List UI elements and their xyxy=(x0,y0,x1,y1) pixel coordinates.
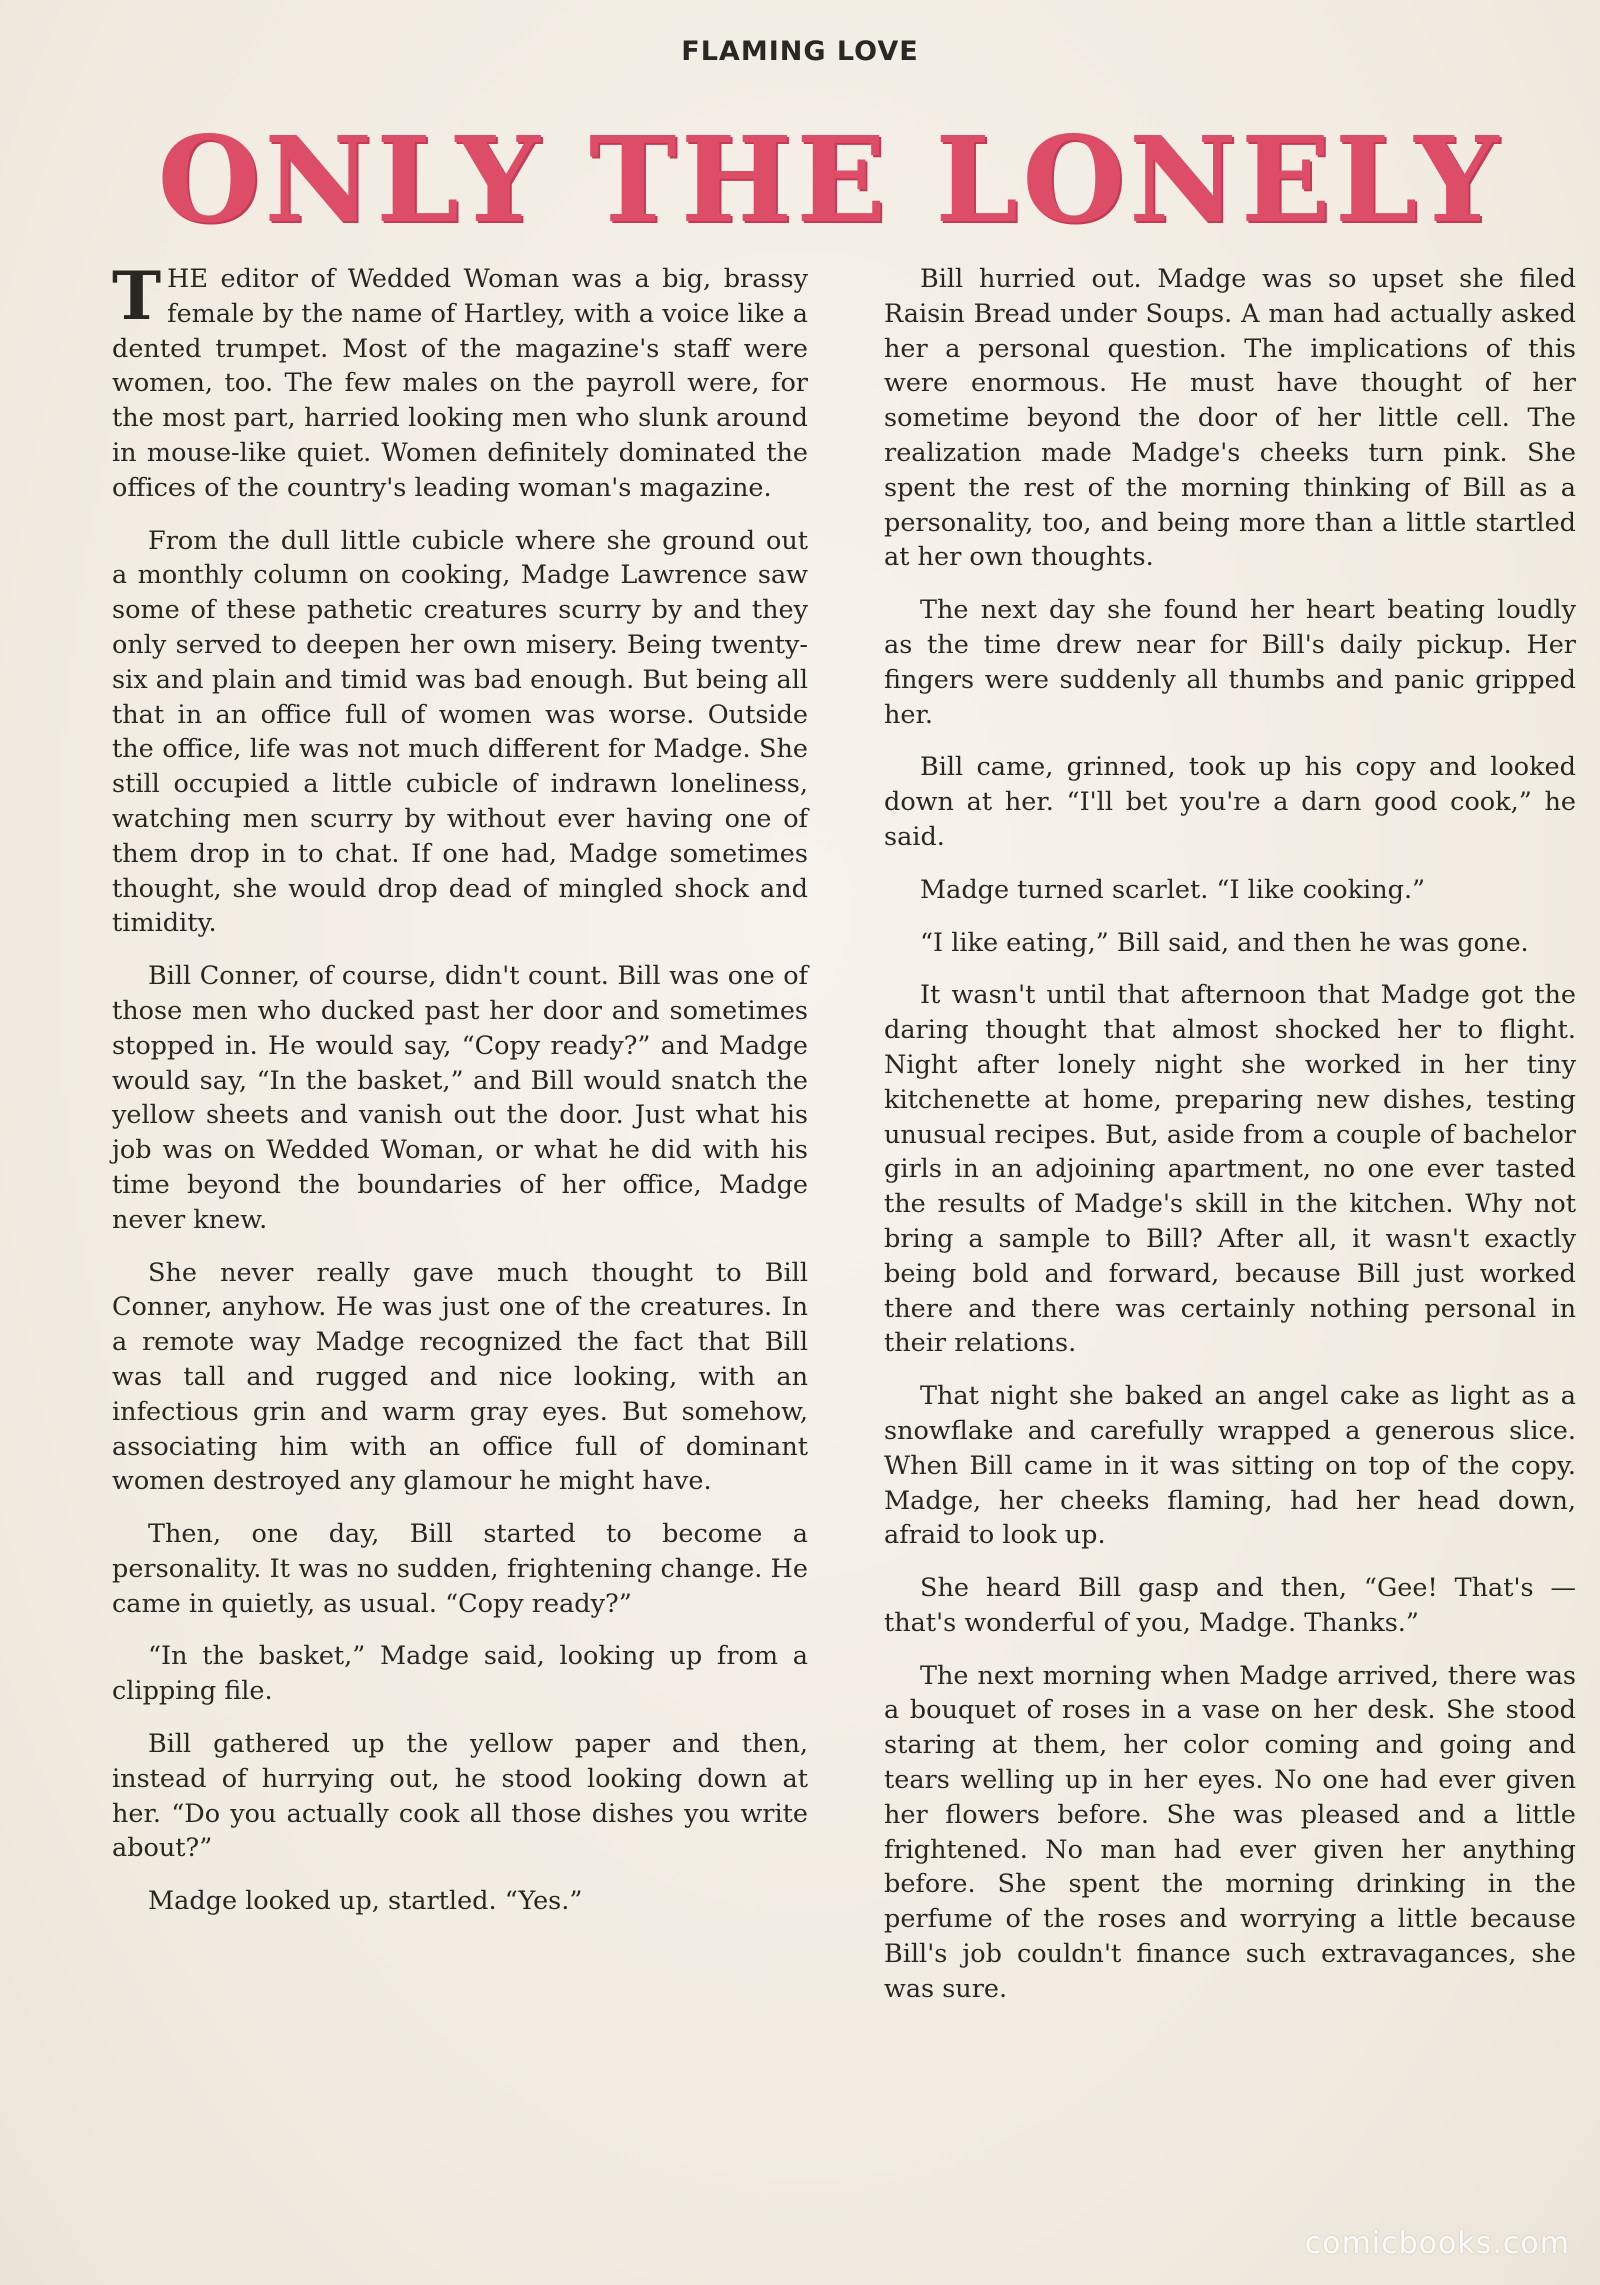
paragraph: “I like eating,” Bill said, and then he was gone. xyxy=(920,927,1529,958)
paragraph: She heard Bill gasp and then, “Gee! That's —that's wonderful of you, Madge. Thanks.” xyxy=(884,1573,1576,1638)
paragraph: The next morning when Madge arrived, there was a bouquet of roses in a vase on her desk. She stood staring at them, her color coming and going and tears welling up in her eyes. No one had ever given her flowers before. She was pleased and a little frightened. No man had ever given her anything before. She spent the morning drinking in the perfume of the roses and worrying a little because Bill's job couldn't finance such extravagances, she was sure. xyxy=(884,1660,1576,2004)
left-column xyxy=(112,257,808,1937)
running-head: FLAMING LOVE xyxy=(681,36,919,67)
paragraph: Bill hurried out. Madge was so upset she filed Raisin Bread under Soups. A man had actually asked her a personal question. The implications of this were enormous. He must have thought of her sometime beyond the door of her little cell. The realization made Madge's cheeks turn pink. She spent the rest of the morning thinking of Bill as a personality, too, and being more than a little startled at her own thoughts. xyxy=(884,264,1576,573)
paragraph: The next day she found her heart beating loudly as the time drew near for Bill's daily pickup. Her fingers were suddenly all thumbs and panic gripped her. xyxy=(884,595,1576,730)
paragraph: Bill came, grinned, took up his copy and looked down at her. “I'll bet you're a darn good cook,” he said. xyxy=(884,752,1576,852)
paragraph: Bill gathered up the yellow paper and then, instead of hurrying out, he stood looking down at her. “Do you actually cook all those dishes you write about?” xyxy=(112,1729,808,1864)
story-title: ONLY THE LONELY xyxy=(157,110,1503,249)
paragraph-text: HE editor of Wedded Woman was a big, brassy female by the name of Hartley, with a voice like a dented trumpet. Most of the magazine's staff were women, too. The few males on the payroll were, for the most part, harried looking men who slunk around in mouse-like quiet. Women definitely dominated the offices of the country's leading woman's magazine. xyxy=(112,264,808,503)
watermark: comicbooks.com xyxy=(1304,2226,1570,2261)
paragraph: Madge turned scarlet. “I like cooking.” xyxy=(920,874,1426,905)
right-column xyxy=(884,262,1576,2025)
paragraph: Madge looked up, startled. “Yes.” xyxy=(148,1886,583,1917)
paragraph: It wasn't until that afternoon that Madge got the daring thought that almost shocked her to flight. Night after lonely night she worked in her tiny kitchenette at home, preparing new dishes, testing unusual recipes. But, aside from a couple of bachelor girls in an adjoining apartment, no one ever tasted the results of Madge's skill in the kitchen. Why not bring a sample to Bill? After all, it wasn't exactly being bold and forward, because Bill just worked there and there was certainly nothing personal in their relations. xyxy=(884,980,1576,1359)
paragraph: Bill Conner, of course, didn't count. Bill was one of those men who ducked past her door and sometimes stopped in. He would say, “Copy ready?” and Madge would say, “In the basket,” and Bill would snatch the yellow sheets and vanish out the door. Just what his job was on Wedded Woman, or what he did with his time beyond the boundaries of her office, Madge never knew. xyxy=(112,961,808,1235)
paragraph xyxy=(112,257,808,506)
paragraph: “In the basket,” Madge said, looking up from a clipping file. xyxy=(112,1641,808,1707)
paragraph: Then, one day, Bill started to become a personality. It was no sudden, frightening change. He came in quietly, as usual. “Copy ready?” xyxy=(112,1519,808,1619)
paragraph: She never really gave much thought to Bill Conner, anyhow. He was just one of the creatures. In a remote way Madge recognized the fact that Bill was tall and rugged and nice looking, with an infectious grin and warm gray eyes. But somehow, associating him with an office full of dominant women destroyed any glamour he might have. xyxy=(112,1257,808,1497)
paragraph: From the dull little cubicle where she ground out a monthly column on cooking, Madge Lawrence saw some of these pathetic creatures scurry by and they only served to deepen her own misery. Being twenty-six and plain and timid was bad enough. But being all that in an office full of women was worse. Outside the office, life was not much different for Madge. She still occupied a little cubicle of indrawn loneliness, watching men scurry by without ever having one of them drop in to chat. If one had, Madge sometimes thought, she would drop dead of mingled shock and timidity. xyxy=(112,525,808,939)
drop-cap: T xyxy=(112,257,162,335)
paragraph: That night she baked an angel cake as light as a snowflake and carefully wrapped a generous slice. When Bill came in it was sitting on top of the copy. Madge, her cheeks flaming, had her head down, afraid to look up. xyxy=(884,1381,1576,1551)
